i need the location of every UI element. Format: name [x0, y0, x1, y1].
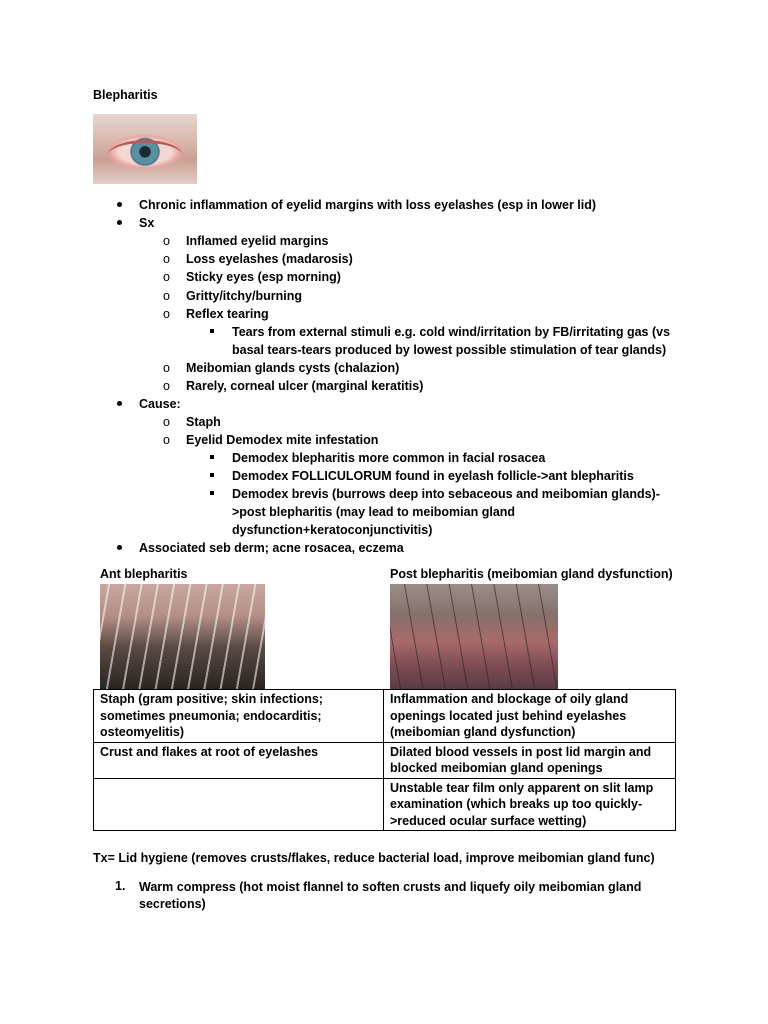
table-cell: Dilated blood vessels in post lid margin and blocked meibomian gland openings [384, 742, 676, 778]
circle-bullet-icon: o [163, 433, 170, 447]
bullet-icon [117, 202, 122, 207]
table-row [94, 778, 676, 831]
square-bullet-icon [210, 329, 214, 333]
list-item: Sx [139, 216, 155, 230]
circle-bullet-icon: o [163, 270, 170, 284]
bullet-icon [117, 545, 122, 550]
circle-bullet-icon: o [163, 234, 170, 248]
list-item: Rarely, corneal ulcer (marginal keratitis) [186, 379, 424, 393]
table-cell: Inflammation and blockage of oily gland openings located just behind eyelashes (meibomian gland dysfunction) [384, 690, 676, 743]
list-item: Tears from external stimuli e.g. cold wind/irritation by FB/irritating gas (vs [232, 325, 671, 339]
list-item-continuation: basal tears-tears produced by lowest possible stimulation of tear glands) [232, 343, 667, 357]
list-item: Loss eyelashes (madarosis) [186, 252, 353, 266]
list-item: Chronic inflammation of eyelid margins with loss eyelashes (esp in lower lid) [139, 198, 597, 212]
list-item: Demodex blepharitis more common in facial rosacea [232, 451, 546, 465]
comparison-table [93, 689, 676, 831]
list-item: Sticky eyes (esp morning) [186, 270, 341, 284]
square-bullet-icon [210, 455, 214, 459]
list-item: Demodex FOLLICULORUM found in eyelash follicle->ant blepharitis [232, 469, 634, 483]
list-item: Associated seb derm; acne rosacea, eczema [139, 541, 404, 555]
table-cell: Crust and flakes at root of eyelashes [94, 742, 384, 778]
bullet-icon [117, 220, 122, 225]
post-blepharitis-photo [390, 584, 558, 689]
table-cell: Staph (gram positive; skin infections; sometimes pneumonia; endocarditis; osteomyelitis) [94, 690, 384, 743]
circle-bullet-icon: o [163, 361, 170, 375]
step-text: Warm compress (hot moist flannel to soften crusts and liquefy oily meibomian gland secretions) [139, 880, 642, 911]
square-bullet-icon [210, 473, 214, 477]
page-title: Blepharitis [93, 88, 158, 102]
list-item: Reflex tearing [186, 307, 269, 321]
list-item: Staph [186, 415, 221, 429]
circle-bullet-icon: o [163, 379, 170, 393]
eye-photo [93, 114, 197, 184]
list-item: Gritty/itchy/burning [186, 289, 302, 303]
list-item: Demodex brevis (burrows deep into sebaceous and meibomian glands)- [232, 487, 660, 501]
list-item-continuation: dysfunction+keratoconjunctivitis) [232, 523, 433, 537]
bullet-icon [117, 401, 122, 406]
ant-blepharitis-photo [100, 584, 265, 689]
step-number: 1. [115, 879, 126, 893]
post-blepharitis-heading: Post blepharitis (meibomian gland dysfunction) [390, 567, 673, 581]
circle-bullet-icon: o [163, 307, 170, 321]
table-cell: Unstable tear film only apparent on slit lamp examination (which breaks up too quickly->reduced ocular surface wetting) [384, 778, 676, 831]
table-row [94, 742, 676, 778]
treatment-line: Tx= Lid hygiene (removes crusts/flakes, reduce bacterial load, improve meibomian gland func) [93, 851, 655, 865]
list-item: Inflamed eyelid margins [186, 234, 329, 248]
list-item-continuation: >post blepharitis (may lead to meibomian gland [232, 505, 516, 519]
ant-blepharitis-heading: Ant blepharitis [100, 567, 188, 581]
square-bullet-icon [210, 491, 214, 495]
list-item: Cause: [139, 397, 181, 411]
circle-bullet-icon: o [163, 252, 170, 266]
list-item: Meibomian glands cysts (chalazion) [186, 361, 400, 375]
table-cell [94, 778, 384, 831]
circle-bullet-icon: o [163, 289, 170, 303]
circle-bullet-icon: o [163, 415, 170, 429]
table-row [94, 690, 676, 743]
list-item: Eyelid Demodex mite infestation [186, 433, 379, 447]
